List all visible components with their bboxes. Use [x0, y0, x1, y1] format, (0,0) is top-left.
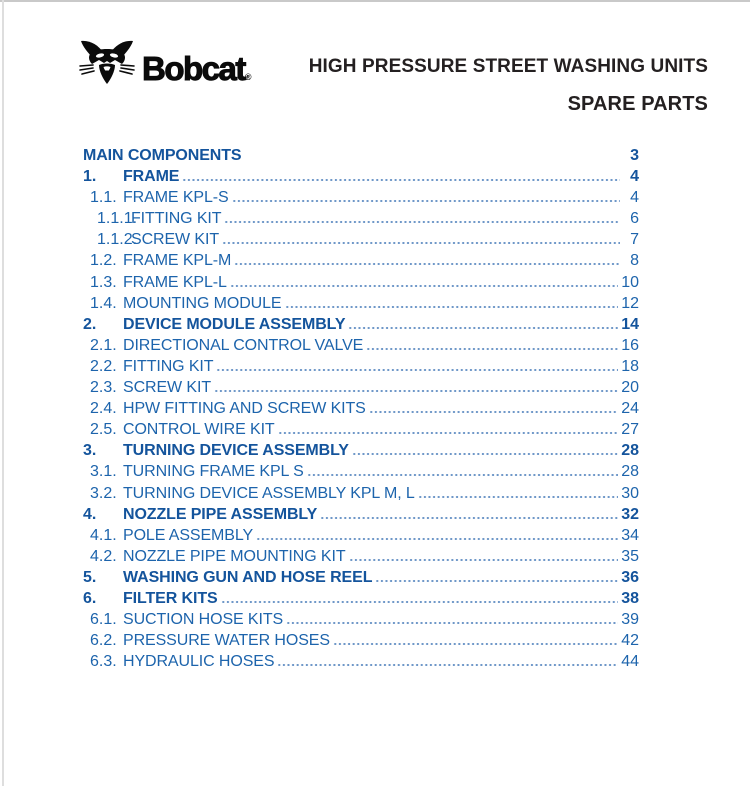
dotted-leader [234, 263, 620, 265]
dotted-leader [307, 474, 619, 476]
toc-entry[interactable] [83, 504, 639, 525]
toc-entry-number: 1.2. [90, 252, 117, 270]
toc-entry-label: FRAME KPL-S [123, 189, 229, 207]
toc-entry-label: TURNING DEVICE ASSEMBLY KPL M, L [123, 484, 415, 502]
toc-entry-label: POLE ASSEMBLY [123, 526, 254, 544]
toc-entry[interactable] [83, 208, 639, 229]
toc-entry-label: DIRECTIONAL CONTROL VALVE [123, 336, 364, 354]
page-left-edge [2, 0, 4, 786]
toc-entry[interactable] [83, 166, 639, 187]
toc-entry-number: 2.4. [90, 400, 117, 418]
toc-entry[interactable] [83, 651, 639, 672]
toc-entry-page: 3 [630, 147, 639, 164]
dotted-leader [232, 200, 620, 202]
toc-entry-label: MOUNTING MODULE [123, 294, 282, 312]
toc-entry[interactable] [83, 272, 639, 293]
toc-entry-page: 32 [621, 505, 639, 523]
toc-entry-label: HPW FITTING AND SCREW KITS [123, 400, 366, 418]
toc-entry-number: 3. [83, 442, 97, 460]
bobcat-logo [79, 40, 251, 90]
toc-entry-number: 1.3. [90, 273, 117, 291]
toc-entry[interactable] [83, 293, 639, 314]
toc-entry-page: 4 [630, 189, 639, 207]
document-subtitle: SPARE PARTS [567, 93, 708, 115]
toc-entry-page: 24 [621, 400, 639, 418]
toc-entry[interactable] [83, 377, 639, 398]
toc-entry-label: TURNING DEVICE ASSEMBLY [123, 442, 349, 460]
toc-entry-label: CONTROL WIRE KIT [123, 421, 275, 439]
dotted-leader [286, 622, 618, 624]
toc-entry-number: 1. [83, 168, 97, 186]
toc-entry-number: 3.2. [90, 484, 117, 502]
toc-entry[interactable] [83, 546, 639, 567]
toc-entry-number: 6. [83, 589, 97, 607]
toc-entry-number: 1.4. [90, 294, 117, 312]
toc-entry[interactable] [83, 145, 639, 166]
toc-entry-page: 14 [621, 315, 639, 333]
toc-entry[interactable] [83, 229, 639, 250]
toc-entry[interactable] [83, 525, 639, 546]
document-header [309, 57, 708, 114]
registered-trademark-symbol: ® [244, 72, 252, 82]
toc-entry-page: 18 [621, 357, 639, 375]
dotted-leader [222, 242, 620, 244]
dotted-leader [245, 158, 620, 160]
dotted-leader [320, 517, 618, 519]
toc-entry-number: 6.3. [90, 653, 117, 671]
dotted-leader [352, 453, 618, 455]
toc-entry-page: 8 [630, 252, 639, 270]
toc-entry[interactable] [83, 250, 639, 271]
toc-entry-label: MAIN COMPONENTS [83, 147, 242, 164]
toc-entry-page: 10 [621, 273, 639, 291]
dotted-leader [349, 559, 619, 561]
toc-entry-page: 38 [621, 589, 639, 607]
toc-entry-page: 30 [621, 484, 639, 502]
toc-entry-label: SCREW KIT [131, 231, 219, 249]
toc-entry[interactable] [83, 314, 639, 335]
toc-entry[interactable] [83, 588, 639, 609]
toc-entry[interactable] [83, 398, 639, 419]
dotted-leader [333, 643, 618, 645]
toc-entry-number: 2. [83, 315, 97, 333]
toc-entry[interactable] [83, 419, 639, 440]
toc-entry-label: TURNING FRAME KPL S [123, 463, 304, 481]
toc-entry[interactable] [83, 567, 639, 588]
brand-wordmark: Bobcat® [142, 50, 252, 87]
toc-entry[interactable] [83, 335, 639, 356]
page-top-edge [0, 0, 750, 2]
toc-entry[interactable] [83, 630, 639, 651]
toc-entry-page: 39 [621, 611, 639, 629]
toc-entry-label: FRAME [123, 168, 180, 186]
toc-entry-label: DEVICE MODULE ASSEMBLY [123, 315, 346, 333]
toc-entry-label: FRAME KPL-L [123, 273, 227, 291]
toc-entry[interactable] [83, 483, 639, 504]
dotted-leader [285, 306, 619, 308]
dotted-leader [375, 580, 618, 582]
dotted-leader [214, 390, 618, 392]
toc-entry[interactable] [83, 356, 639, 377]
toc-entry-label: HYDRAULIC HOSES [123, 653, 275, 671]
toc-entry-page: 42 [621, 632, 639, 650]
toc-entry-label: FILTER KITS [123, 589, 218, 607]
dotted-leader [369, 411, 618, 413]
toc-entry-number: 6.1. [90, 611, 117, 629]
dotted-leader [221, 601, 619, 603]
toc-entry-page: 4 [630, 168, 639, 186]
toc-entry-number: 5. [83, 568, 97, 586]
toc-entry[interactable] [83, 187, 639, 208]
toc-entry-page: 28 [621, 442, 639, 460]
toc-entry-number: 4.1. [90, 526, 117, 544]
toc-entry-label: FITTING KIT [123, 357, 214, 375]
dotted-leader [418, 496, 619, 498]
toc-entry-page: 6 [630, 210, 639, 228]
toc-entry-label: SUCTION HOSE KITS [123, 611, 284, 629]
toc-entry-page: 28 [621, 463, 639, 481]
toc-entry-number: 6.2. [90, 632, 117, 650]
document-title: HIGH PRESSURE STREET WASHING UNITS [308, 56, 708, 77]
toc-entry-number: 3.1. [90, 463, 117, 481]
toc-entry-number: 2.5. [90, 421, 117, 439]
dotted-leader [224, 221, 620, 223]
toc-entry-number: 2.1. [90, 336, 117, 354]
dotted-leader [366, 348, 618, 350]
toc-entry-label: FRAME KPL-M [123, 252, 232, 270]
toc-entry-label: FITTING KIT [131, 210, 222, 228]
dotted-leader [277, 664, 618, 666]
bobcat-head-icon [79, 40, 135, 90]
dotted-leader [278, 432, 619, 434]
toc-entry-page: 27 [621, 421, 639, 439]
toc-entry-number: 4. [83, 505, 97, 523]
toc-entry-number: 2.2. [90, 357, 117, 375]
toc-entry-page: 36 [621, 568, 639, 586]
toc-entry-page: 44 [621, 653, 639, 671]
toc-entry-number: 1.1.2. [97, 231, 138, 249]
toc [83, 145, 639, 672]
dotted-leader [182, 179, 620, 181]
toc-entry-page: 20 [621, 379, 639, 397]
toc-entry-number: 1.1.1. [97, 210, 138, 228]
dotted-leader [216, 369, 618, 371]
toc-entry-page: 16 [621, 336, 639, 354]
dotted-leader [256, 538, 618, 540]
toc-entry-label: NOZZLE PIPE ASSEMBLY [123, 505, 318, 523]
toc-entry-label: SCREW KIT [123, 379, 211, 397]
dotted-leader [348, 327, 618, 329]
toc-entry-label: WASHING GUN AND HOSE REEL [123, 568, 373, 586]
toc-entry-label: NOZZLE PIPE MOUNTING KIT [123, 547, 346, 565]
toc-entry[interactable] [83, 461, 639, 482]
toc-entry[interactable] [83, 609, 639, 630]
toc-entry-number: 2.3. [90, 379, 117, 397]
dotted-leader [230, 285, 618, 287]
toc-entry[interactable] [83, 440, 639, 461]
toc-entry-page: 7 [630, 231, 639, 249]
toc-entry-page: 34 [621, 526, 639, 544]
toc-entry-page: 12 [621, 294, 639, 312]
toc-entry-page: 35 [621, 547, 639, 565]
toc-entry-number: 4.2. [90, 547, 117, 565]
toc-entry-label: PRESSURE WATER HOSES [123, 632, 330, 650]
toc-entry-number: 1.1. [90, 189, 117, 207]
